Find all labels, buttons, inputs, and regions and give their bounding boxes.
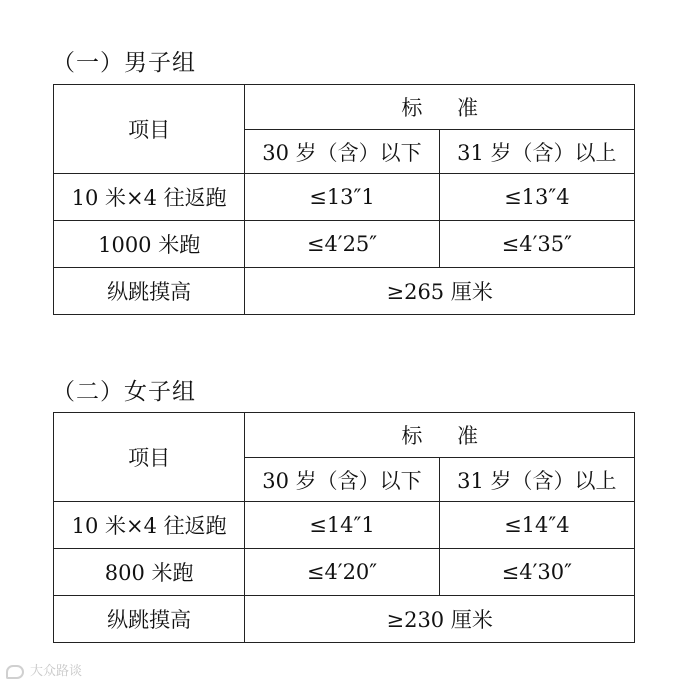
table-row bbox=[54, 596, 635, 643]
watermark-logo-icon bbox=[6, 665, 24, 679]
item-cell: 10 米×4 往返跑 bbox=[54, 174, 245, 221]
watermark-text: 大众路谈 bbox=[30, 664, 83, 679]
header-item-cell: 项目 bbox=[54, 413, 245, 502]
table-header-row bbox=[54, 85, 635, 130]
item-cell: 纵跳摸高 bbox=[54, 596, 245, 643]
header-age-30-below: 30 岁（含）以下 bbox=[245, 130, 439, 174]
section-title-men: （一）男子组 bbox=[52, 50, 196, 76]
header-age-30-below: 30 岁（含）以下 bbox=[245, 458, 439, 502]
header-item-cell: 项目 bbox=[54, 85, 245, 174]
table-row bbox=[54, 221, 635, 268]
table-row bbox=[54, 502, 635, 549]
header-age-31-above: 31 岁（含）以上 bbox=[439, 130, 634, 174]
value-cell-31-above: ≤4′30″ bbox=[439, 549, 634, 596]
value-cell-31-above: ≤14″4 bbox=[439, 502, 634, 549]
item-cell: 1000 米跑 bbox=[54, 221, 245, 268]
header-age-31-above: 31 岁（含）以上 bbox=[439, 458, 634, 502]
table-row bbox=[54, 268, 635, 315]
header-standard-cell: 标 准 bbox=[245, 413, 635, 458]
watermark bbox=[6, 660, 82, 679]
item-cell: 800 米跑 bbox=[54, 549, 245, 596]
table-row bbox=[54, 174, 635, 221]
header-standard-cell: 标 准 bbox=[245, 85, 635, 130]
value-cell-31-above: ≤4′35″ bbox=[439, 221, 634, 268]
table-header-row bbox=[54, 413, 635, 458]
item-cell: 10 米×4 往返跑 bbox=[54, 502, 245, 549]
standards-table-women bbox=[53, 412, 635, 643]
value-cell-30-below: ≤4′20″ bbox=[245, 549, 439, 596]
value-cell-30-below: ≤14″1 bbox=[245, 502, 439, 549]
item-cell: 纵跳摸高 bbox=[54, 268, 245, 315]
value-cell-merged: ≥230 厘米 bbox=[245, 596, 635, 643]
section-title-women: （二）女子组 bbox=[52, 379, 196, 405]
table-row bbox=[54, 549, 635, 596]
value-cell-30-below: ≤4′25″ bbox=[245, 221, 439, 268]
value-cell-31-above: ≤13″4 bbox=[439, 174, 634, 221]
value-cell-merged: ≥265 厘米 bbox=[245, 268, 635, 315]
value-cell-30-below: ≤13″1 bbox=[245, 174, 439, 221]
standards-table-men bbox=[53, 84, 635, 315]
